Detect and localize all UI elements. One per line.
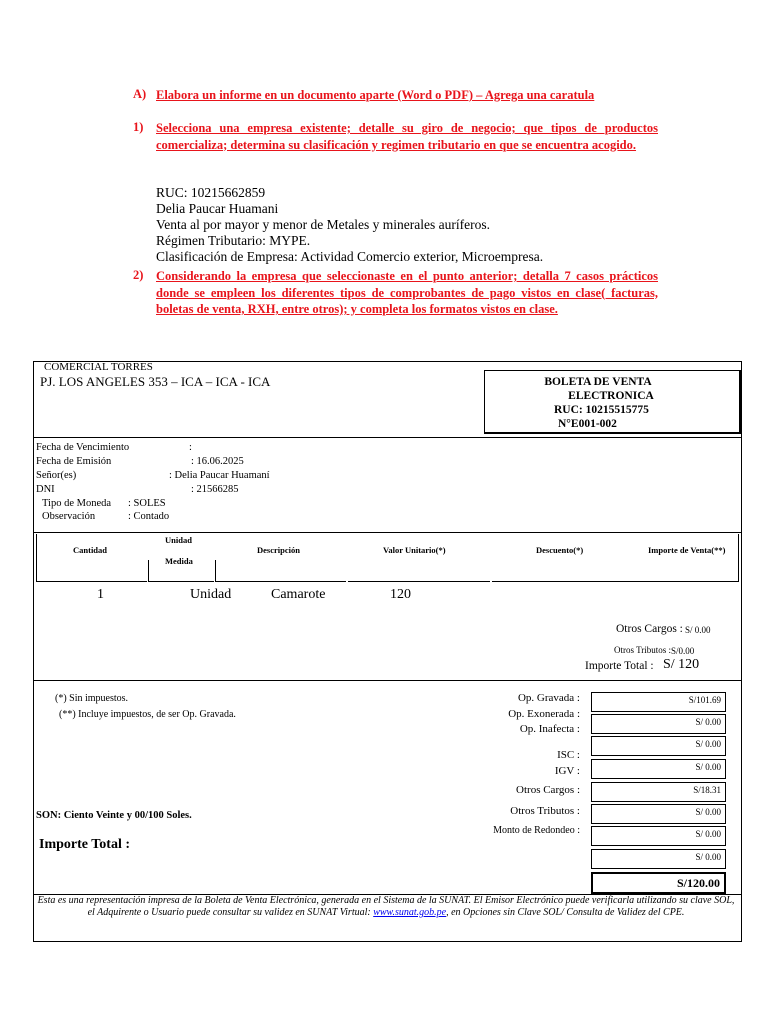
company-name: COMERCIAL TORRES bbox=[44, 361, 153, 373]
total-label-otros-cargos: Otros Cargos : bbox=[516, 784, 580, 796]
doc-number: N°E001-002 bbox=[558, 418, 617, 430]
row-valor: 120 bbox=[390, 587, 411, 602]
item-2-number: 2) bbox=[133, 268, 144, 282]
header-underline-3 bbox=[216, 581, 346, 582]
field-value-observacion: : Contado bbox=[128, 511, 170, 522]
company-info-name: Delia Paucar Huamani bbox=[156, 201, 279, 216]
document-type-text bbox=[484, 375, 738, 431]
unit-col-left bbox=[148, 560, 149, 582]
table-right-border bbox=[738, 534, 739, 582]
company-info-regime: Régimen Tributario: MYPE. bbox=[156, 233, 311, 248]
unit-col-right bbox=[215, 560, 216, 582]
item-1-text: Selecciona una empresa existente; detalle su giro de negocio; que tipos de productos comercializa; determina su clasificación y regimen tributario en que se encuentra acogido. bbox=[156, 121, 658, 152]
header-cantidad: Cantidad bbox=[73, 545, 108, 555]
header-underline-1 bbox=[36, 581, 147, 582]
total-label-exonerada: Op. Exonerada : bbox=[508, 708, 580, 720]
importe-total-label: Importe Total : bbox=[585, 660, 654, 672]
total-value-gravada: S/101.69 bbox=[591, 692, 726, 712]
row-descripcion: Camarote bbox=[271, 587, 326, 602]
header-divider bbox=[33, 437, 741, 438]
otros-tributos-label: Otros Tributos : bbox=[614, 645, 672, 655]
doc-ruc: RUC: 10215515775 bbox=[554, 404, 649, 416]
otros-cargos-label: Otros Cargos : bbox=[616, 623, 683, 635]
note-incluye-impuestos: (**) Incluye impuestos, de ser Op. Gravada. bbox=[59, 709, 236, 720]
total-value-otros-tributos: S/ 0.00 bbox=[591, 804, 726, 824]
doc-title-2: ELECTRONICA bbox=[568, 390, 654, 402]
item-2-text: Considerando la empresa que seleccionaste en el punto anterior; detalla 7 casos prácticos donde se empleen los diferentes tipos de comprobantes de pago vistos en clase( facturas, boletas de venta, RXH, entre otros); y completa los formatos vistos en clase. bbox=[156, 269, 658, 316]
total-value-isc: S/ 0.00 bbox=[591, 759, 726, 779]
otros-tributos-value: S/0.00 bbox=[671, 646, 695, 656]
field-label-senor: Señor(es) bbox=[36, 470, 77, 481]
header-descripcion: Descripción bbox=[257, 545, 300, 555]
header-underline-4 bbox=[348, 581, 490, 582]
total-value-redondeo: S/ 0.00 bbox=[591, 826, 726, 846]
disclaimer-text-2: , en Opciones sin Clave SOL/ Consulta de Validez del CPE. bbox=[446, 907, 685, 918]
header-unidad-bottom: Medida bbox=[165, 556, 193, 566]
son-amount-words: SON: Ciento Veinte y 00/100 Soles. bbox=[36, 810, 192, 821]
header-valor-unitario: Valor Unitario(*) bbox=[383, 545, 446, 555]
header-underline-2 bbox=[149, 581, 214, 582]
row-unidad: Unidad bbox=[190, 587, 232, 602]
total-label-otros-tributos: Otros Tributos : bbox=[510, 805, 580, 817]
total-value-otros-cargos: S/18.31 bbox=[591, 782, 726, 802]
otros-cargos-value: S/ 0.00 bbox=[685, 625, 711, 635]
company-address: PJ. LOS ANGELES 353 – ICA – ICA - ICA bbox=[40, 374, 271, 389]
field-value-dni: : 21566285 bbox=[191, 484, 239, 495]
doc-title-1: BOLETA DE VENTA bbox=[544, 376, 652, 388]
total-label-igv: IGV : bbox=[554, 765, 580, 777]
header-descuento: Descuento(*) bbox=[536, 545, 584, 555]
field-label-dni: DNI bbox=[36, 484, 55, 495]
note-sin-impuestos: (*) Sin impuestos. bbox=[55, 693, 129, 704]
header-unidad-top: Unidad bbox=[165, 535, 192, 545]
total-label-gravada: Op. Gravada : bbox=[517, 692, 580, 704]
table-left-border bbox=[36, 534, 37, 582]
total-label-redondeo: Monto de Redondeo : bbox=[493, 825, 580, 836]
field-value-vencimiento: : bbox=[189, 442, 192, 453]
field-value-emision: : 16.06.2025 bbox=[191, 456, 244, 467]
company-info-business: Venta al por mayor y menor de Metales y minerales auríferos. bbox=[156, 217, 491, 232]
summary-divider bbox=[33, 680, 741, 681]
field-value-senor: : Delia Paucar Huamaní bbox=[169, 470, 270, 481]
total-value-exonerada: S/ 0.00 bbox=[591, 714, 726, 734]
field-label-emision: Fecha de Emisión bbox=[36, 456, 112, 467]
item-1-number: 1) bbox=[133, 120, 144, 134]
total-label-isc: ISC : bbox=[557, 749, 580, 761]
header-importe-venta: Importe de Venta(**) bbox=[648, 545, 726, 555]
header-underline-5 bbox=[492, 581, 738, 582]
total-value-inafecta: S/ 0.00 bbox=[591, 736, 726, 756]
sunat-link[interactable]: www.sunat.gob.pe bbox=[373, 907, 447, 918]
grand-total-value: S/120.00 bbox=[591, 872, 726, 894]
table-top-border bbox=[33, 532, 741, 533]
disclaimer bbox=[36, 895, 736, 919]
company-info-ruc: RUC: 10215662859 bbox=[156, 185, 266, 200]
company-info-classification: Clasificación de Empresa: Actividad Comercio exterior, Microempresa. bbox=[156, 249, 544, 264]
field-value-moneda: : SOLES bbox=[128, 498, 166, 509]
importe-total-value: S/ 120 bbox=[663, 657, 700, 672]
field-label-observacion: Observación bbox=[42, 511, 96, 522]
company-info bbox=[156, 185, 656, 265]
field-label-vencimiento: Fecha de Vencimiento bbox=[36, 442, 130, 453]
total-label-inafecta: Op. Inafecta : bbox=[519, 723, 580, 735]
disclaimer-text-1: Esta es una representación impresa de la Boleta de Venta Electrónica, generada en el Sistema de la SUNAT. El Emisor Electrónico puede verificarla utilizando su clave SOL, el Adquirente o Usuario puede consultar su validez en SUNAT Virtual: bbox=[37, 895, 735, 918]
item-a-text: Elabora un informe en un documento aparte (Word o PDF) – Agrega una caratula bbox=[156, 88, 595, 102]
total-value-extra: S/ 0.00 bbox=[591, 849, 726, 869]
item-a-number: A) bbox=[133, 87, 147, 101]
field-label-moneda: Tipo de Moneda bbox=[42, 498, 112, 509]
row-cantidad: 1 bbox=[97, 587, 104, 602]
importe-total-big-label: Importe Total : bbox=[39, 837, 130, 852]
